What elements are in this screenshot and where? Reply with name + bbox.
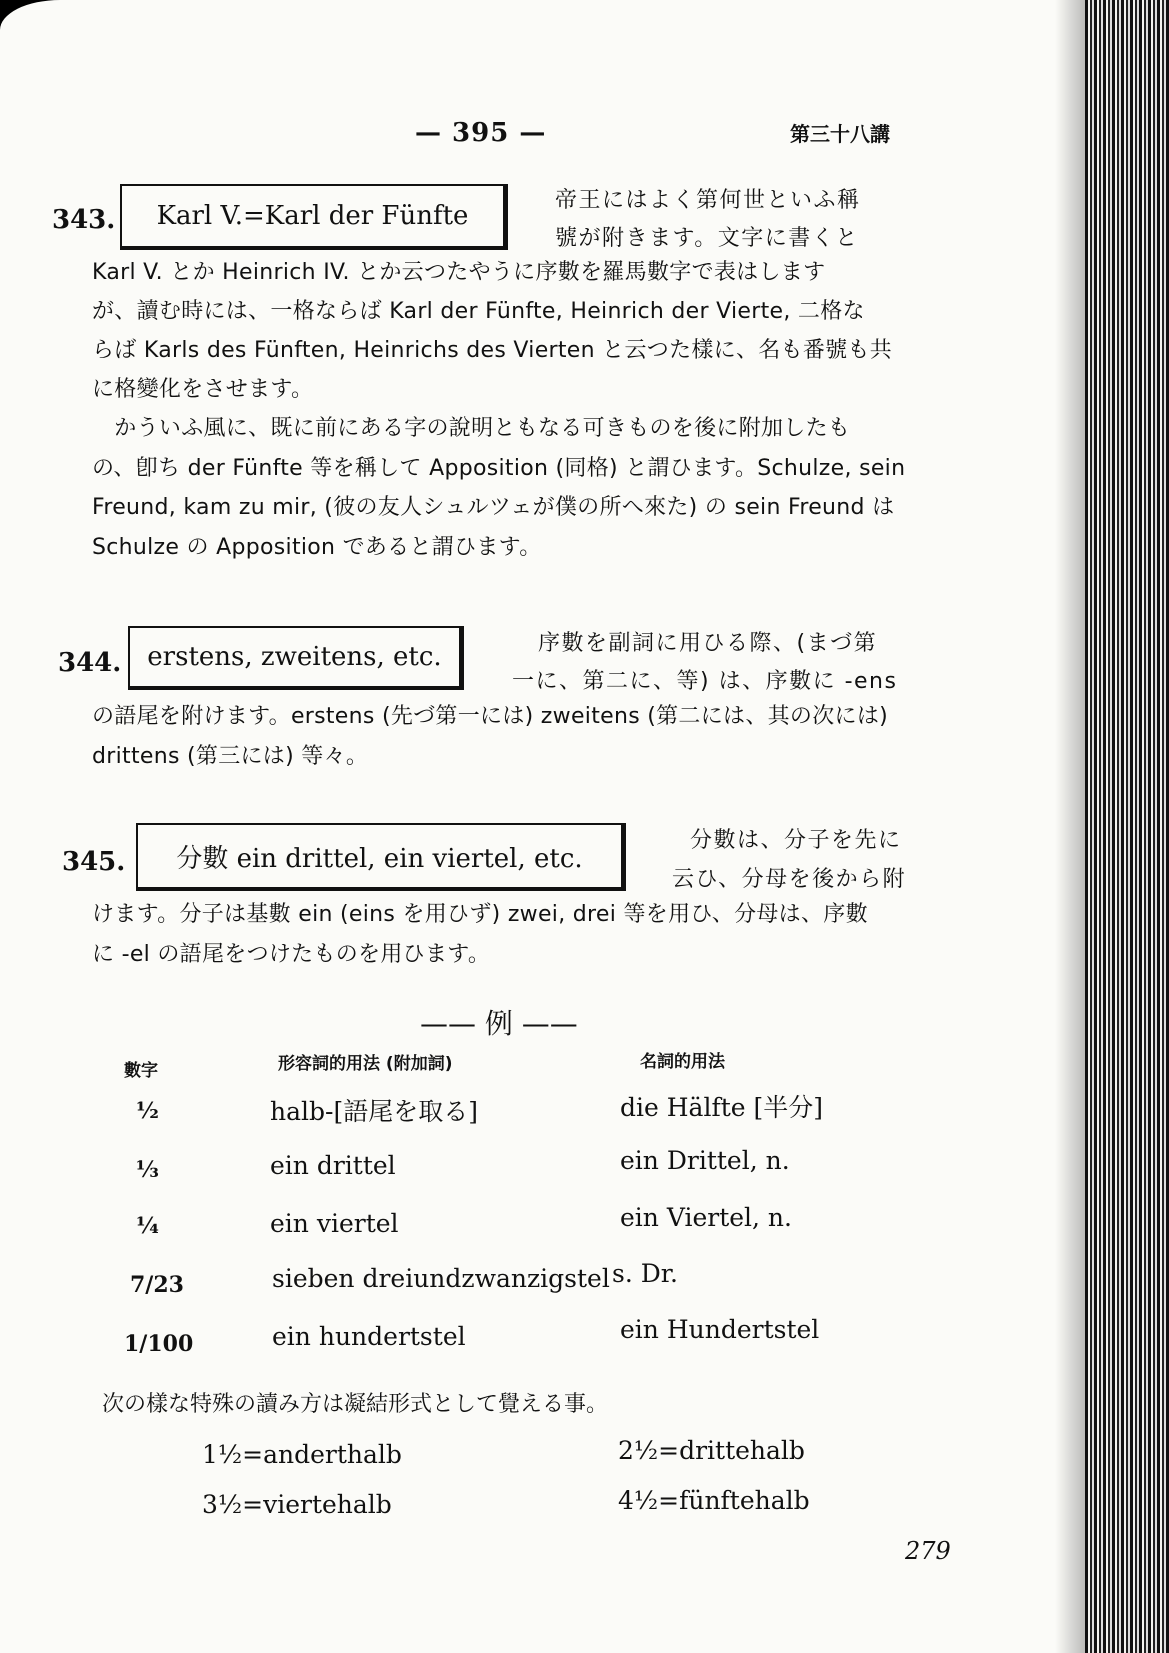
section-344-line: の語尾を附けます。erstens (先づ第一には) zweitens (第二には、其の次には) — [92, 704, 889, 729]
table-cell-adjectival: ein hundertstel — [272, 1322, 466, 1351]
special-reading: 4½=fünftehalb — [618, 1486, 810, 1515]
table-cell-adjectival: halb-[語尾を取る] — [270, 1097, 478, 1126]
table-cell-numeral: ½ — [136, 1098, 159, 1124]
section-343-side-line-1: 帝王にはよく第何世といふ稱 — [555, 188, 861, 213]
table-cell-nominal: ein Viertel, n. — [620, 1203, 792, 1232]
section-344-side-line-1: 序數を副詞に用ひる際、(まづ第 — [538, 631, 878, 656]
column-header-adjectival: 形容詞的用法 (附加詞) — [278, 1054, 453, 1074]
column-header-numeral: 數字 — [124, 1061, 158, 1081]
table-cell-adjectival: ein drittel — [270, 1151, 396, 1180]
table-cell-nominal: ein Hundertstel — [620, 1315, 820, 1344]
section-345-heading-box — [136, 823, 626, 891]
section-number-345: 345. — [62, 847, 126, 877]
section-343-line: が、讀む時には、一格ならば Karl der Fünfte, Heinrich der Vierte, 二格な — [92, 299, 865, 324]
section-344-line: drittens (第三には) 等々。 — [92, 744, 369, 769]
special-reading: 1½=anderthalb — [202, 1440, 402, 1469]
page-gutter-shadow — [1055, 0, 1085, 1653]
section-344-side-line-2: 一に、第二に、等) は、序數に -ens — [512, 669, 898, 694]
book-edge — [1085, 0, 1169, 1653]
section-343-side-line-2: 號が附きます。文字に書くと — [555, 226, 859, 251]
special-reading: 3½=viertehalb — [202, 1490, 392, 1519]
table-cell-numeral: 7/23 — [130, 1272, 184, 1298]
chapter-title: 第三十八講 — [790, 122, 890, 146]
special-reading: 2½=drittehalb — [618, 1436, 805, 1465]
section-343-line: に格變化をさせます。 — [92, 377, 314, 402]
table-cell-numeral: 1/100 — [124, 1331, 194, 1357]
footer-page-number: 279 — [905, 1537, 951, 1565]
table-cell-nominal: die Hälfte [半分] — [620, 1093, 823, 1122]
section-345-line: けます。分子は基數 ein (eins を用ひず) zwei, drei 等を用ひ、分母は、序數 — [92, 902, 868, 927]
example-title: —— 例 —— — [420, 1007, 578, 1040]
section-343-line: Karl V. とか Heinrich IV. とか云つたやうに序數を羅馬數字で表はします — [92, 260, 826, 285]
section-343-line: Freund, kam zu mir, (彼の友人シュルツェが僕の所へ來た) の sein Freund は — [92, 495, 895, 520]
page-header-number: — 395 — — [415, 118, 547, 148]
table-cell-numeral: ¼ — [136, 1213, 159, 1239]
table-cell-adjectival: ein viertel — [270, 1209, 399, 1238]
section-number-344: 344. — [58, 648, 122, 678]
section-345-side-line-1: 分數は、分子を先に — [690, 828, 902, 853]
section-343-heading-box — [120, 184, 508, 250]
section-344-heading-box — [128, 626, 464, 690]
section-345-heading: 分數 ein drittel, ein viertel, etc. — [176, 843, 583, 874]
section-343-line: かういふ風に、既に前にある字の說明ともなる可きものを後に附加したも — [92, 416, 851, 441]
column-header-nominal: 名詞的用法 — [640, 1052, 725, 1072]
section-343-line: らば Karls des Fünften, Heinrichs des Vierten と云つた樣に、名も番號も共 — [92, 338, 893, 363]
section-343-heading: Karl V.=Karl der Fünfte — [156, 201, 469, 231]
section-344-heading: erstens, zweitens, etc. — [147, 642, 442, 672]
table-cell-nominal: ein Drittel, n. — [620, 1146, 790, 1175]
table-cell-adjectival: sieben dreiundzwanzigstel — [272, 1264, 610, 1293]
section-345-side-line-2: 云ひ、分母を後から附 — [672, 867, 907, 892]
table-cell-nominal: s. Dr. — [612, 1259, 678, 1288]
section-number-343: 343. — [52, 205, 116, 235]
section-345-line: に -el の語尾をつけたものを用ひます。 — [92, 942, 491, 967]
special-readings-intro: 次の樣な特殊の讀み方は凝結形式として覺える事。 — [102, 1392, 609, 1417]
section-343-line: の、卽ち der Fünfte 等を稱して Apposition (同格) と謂ひます。Schulze, sein — [92, 456, 906, 481]
table-cell-numeral: ⅓ — [136, 1157, 159, 1183]
section-343-line: Schulze の Apposition であると謂ひます。 — [92, 535, 542, 560]
